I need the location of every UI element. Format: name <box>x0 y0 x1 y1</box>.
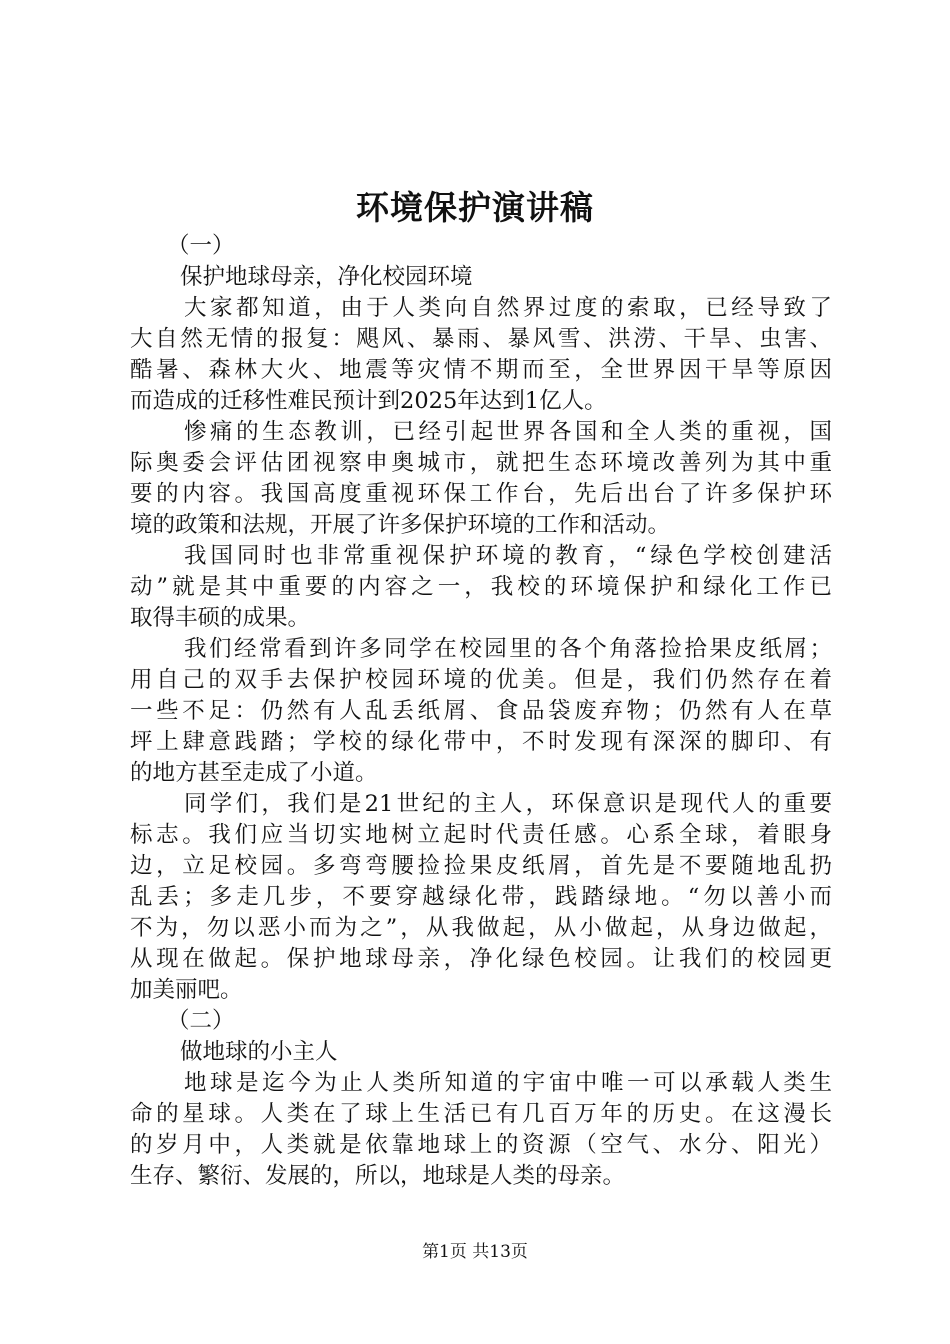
paragraph-line: 惨痛的生态教训，已经引起世界各国和全人类的重视，国 <box>184 419 832 445</box>
paragraph <box>130 417 832 541</box>
paragraph-line: 坪上肆意践踏；学校的绿化带中，不时发现有深深的脚印、有 <box>130 729 832 755</box>
paragraph <box>130 1068 832 1192</box>
paragraph-line: 动”就是其中重要的内容之一，我校的环境保护和绿化工作已 <box>130 574 832 600</box>
section-label: （一） <box>167 233 235 259</box>
paragraph-line: 命的星球。人类在了球上生活已有几百万年的历史。在这漫长 <box>130 1101 832 1127</box>
paragraph-line: 从现在做起。保护地球母亲，净化绿色校园。让我们的校园更 <box>130 946 832 972</box>
document-body <box>130 231 832 1192</box>
paragraph <box>130 541 832 634</box>
paragraph <box>130 634 832 789</box>
paragraph-line: 大家都知道，由于人类向自然界过度的索取，已经导致了 <box>184 295 832 321</box>
paragraph <box>130 789 832 1006</box>
paragraph-line: 生存、繁衍、发展的，所以，地球是人类的母亲。 <box>130 1163 626 1189</box>
paragraph-line: 标志。我们应当切实地树立起时代责任感。心系全球，着眼身 <box>130 822 832 848</box>
paragraph-line: 地球是迄今为止人类所知道的宇宙中唯一可以承载人类生 <box>184 1070 832 1096</box>
section-label: （二） <box>167 1008 235 1034</box>
paragraph-line: 同学们，我们是21世纪的主人，环保意识是现代人的重要 <box>184 791 832 817</box>
paragraph-line: 一些不足：仍然有人乱丢纸屑、食品袋废弃物；仍然有人在草 <box>130 698 832 724</box>
paragraph-line: 境的政策和法规，开展了许多保护环境的工作和活动。 <box>130 512 671 538</box>
paragraph-line: 用自己的双手去保护校园环境的优美。但是，我们仍然存在着 <box>130 667 832 693</box>
paragraph-line: 不为，勿以恶小而为之”，从我做起，从小做起，从身边做起， <box>130 915 832 941</box>
document-title: 环境保护演讲稿 <box>356 188 594 227</box>
paragraph-line: 要的内容。我国高度重视环保工作台，先后出台了许多保护环 <box>130 481 832 507</box>
paragraph-line: 乱丢；多走几步，不要穿越绿化带，践踏绿地。“勿以善小而 <box>130 884 832 910</box>
paragraph-line: 加美丽吧。 <box>130 977 243 1003</box>
paragraph-line: 而造成的迁移性难民预计到2025年达到1亿人。 <box>130 388 607 414</box>
paragraph-line: 酷暑、森林大火、地震等灾情不期而至，全世界因干旱等原因 <box>130 357 832 383</box>
paragraph-line: 的岁月中，人类就是依靠地球上的资源（空气、水分、阳光） <box>130 1132 832 1158</box>
paragraph-line: 际奥委会评估团视察申奥城市，就把生态环境改善列为其中重 <box>130 450 832 476</box>
paragraph-line: 边，立足校园。多弯弯腰捡捡果皮纸屑，首先是不要随地乱扔 <box>130 853 832 879</box>
paragraph-line: 取得丰硕的成果。 <box>130 605 311 631</box>
paragraph-line: 我们经常看到许多同学在校园里的各个角落捡拾果皮纸屑； <box>184 636 832 662</box>
paragraph-line: 的地方甚至走成了小道。 <box>130 760 378 786</box>
paragraph-line: 大自然无情的报复：飓风、暴雨、暴风雪、洪涝、干旱、虫害、 <box>130 326 832 352</box>
section-heading: 保护地球母亲，净化校园环境 <box>180 264 473 290</box>
section-heading: 做地球的小主人 <box>180 1039 338 1065</box>
page-number-footer: 第1页 共13页 <box>422 1242 528 1262</box>
paragraph <box>130 293 832 417</box>
paragraph-line: 我国同时也非常重视保护环境的教育，“绿色学校创建活 <box>184 543 832 569</box>
